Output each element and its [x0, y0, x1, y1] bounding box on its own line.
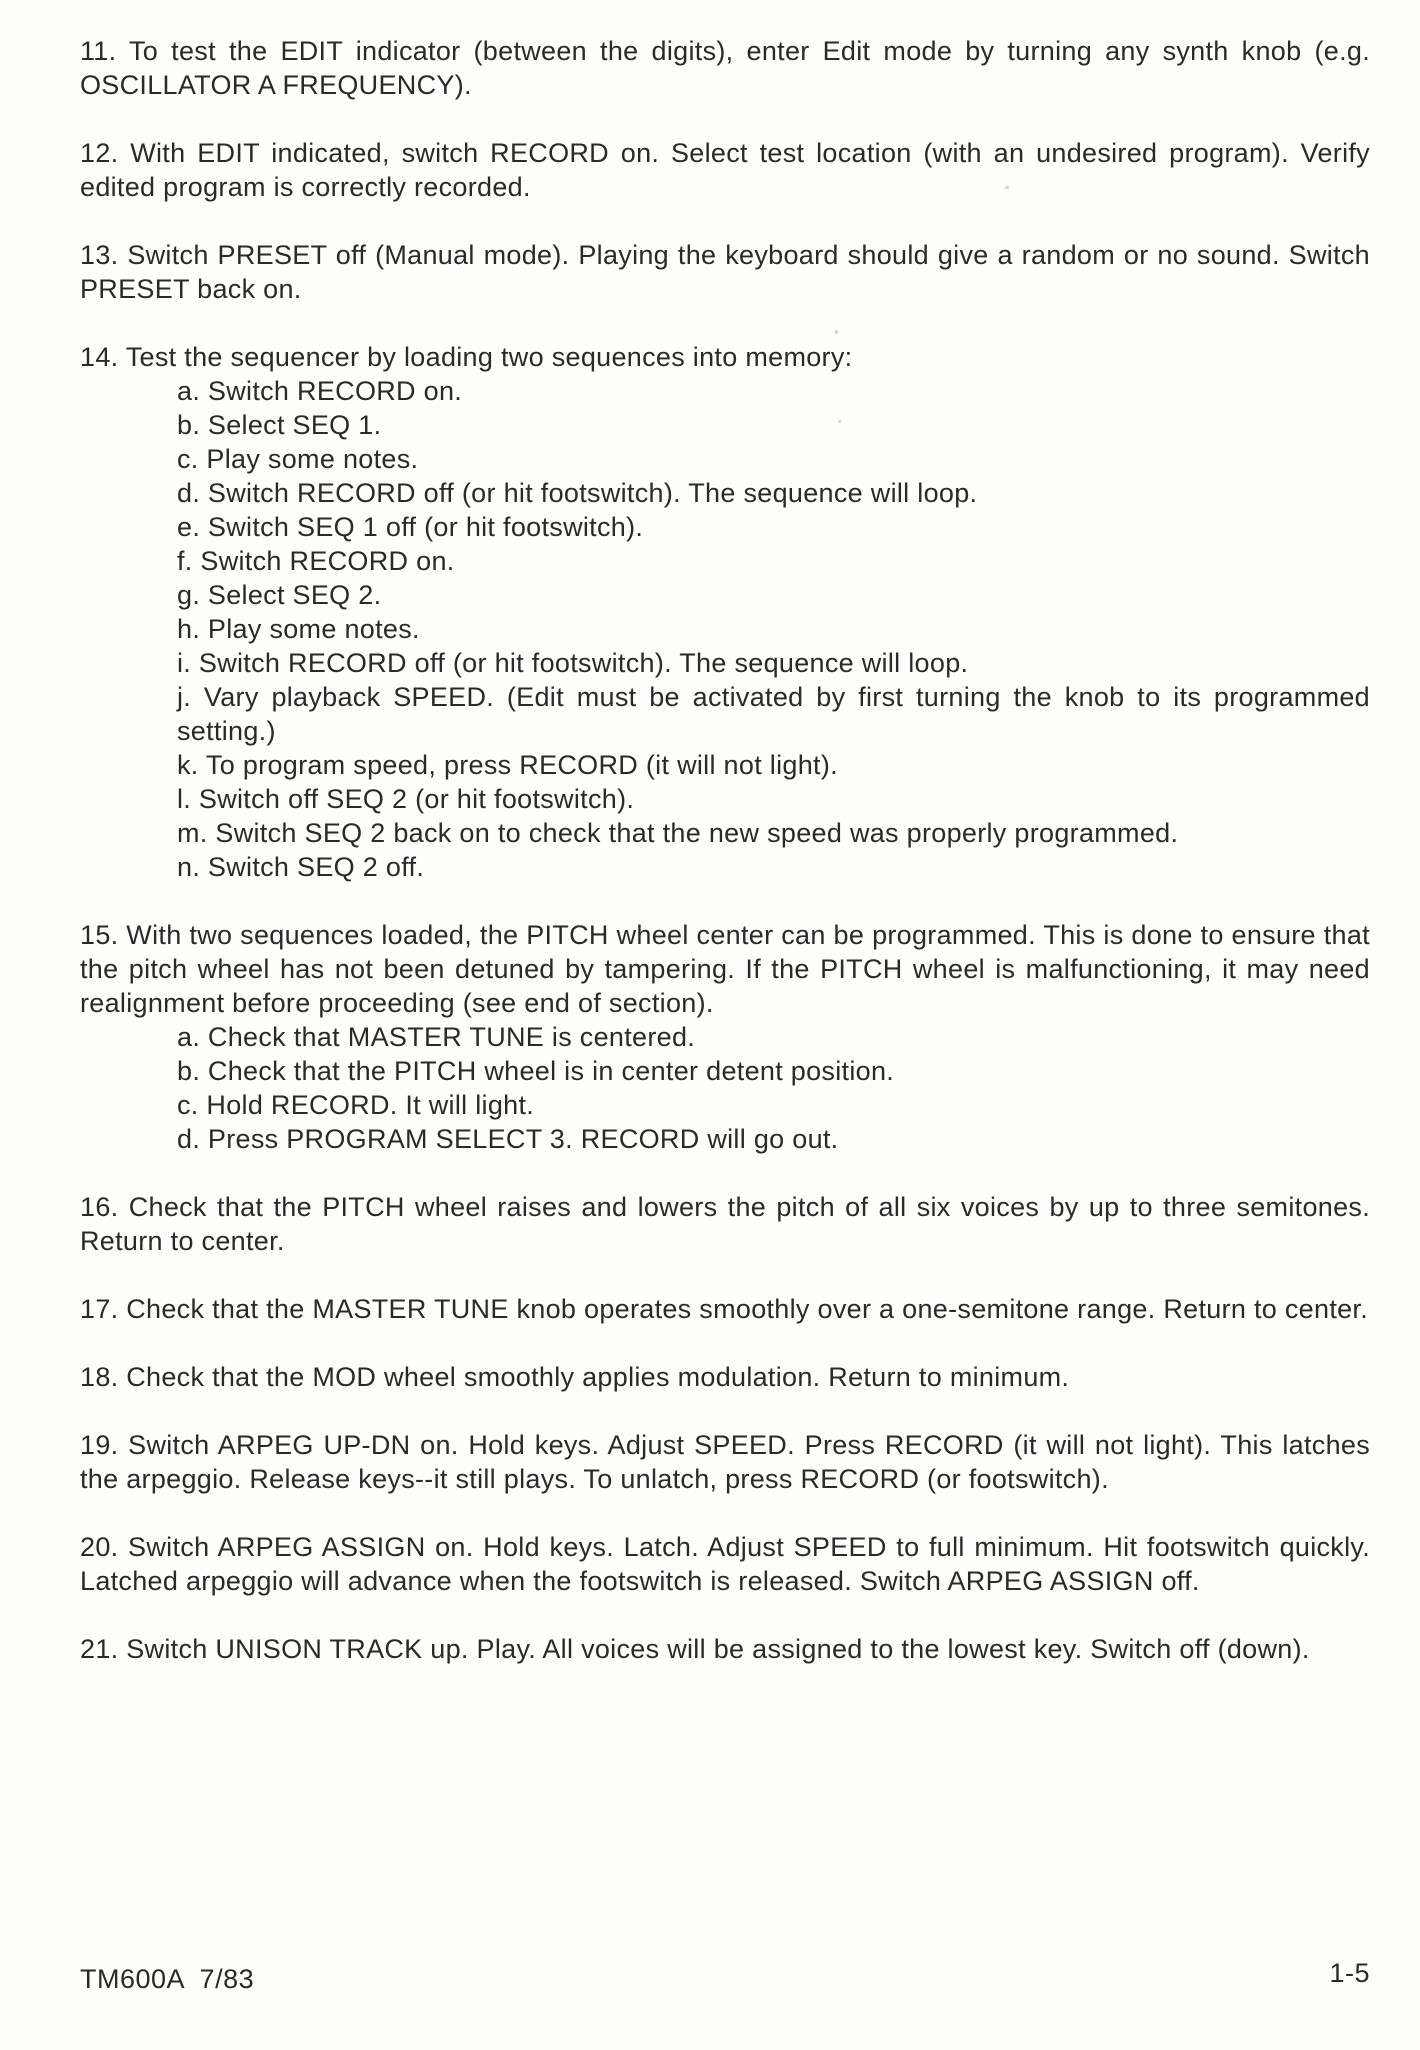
step-20: 20. Switch ARPEG ASSIGN on. Hold keys. Latch. Adjust SPEED to full minimum. Hit footswitch quickly. Latched arpeggio will advance when the footswitch is released. Switch ARPEG ASSIGN off. [80, 1532, 1370, 1596]
step-13: 13. Switch PRESET off (Manual mode). Playing the keyboard should give a random or no sound. Switch PRESET back on. [80, 240, 1370, 304]
step-14-substeps [80, 374, 1370, 884]
step-14: 14. Test the sequencer by loading two sequences into memory: [80, 342, 853, 372]
step-15-substep-b: b. Check that the PITCH wheel is in center detent position. [177, 1056, 895, 1086]
step-14-substep-n: n. Switch SEQ 2 off. [177, 852, 425, 882]
step-15-substep-c: c. Hold RECORD. It will light. [177, 1090, 535, 1120]
step-17: 17. Check that the MASTER TUNE knob operates smoothly over a one-semitone range. Return to center. [80, 1294, 1369, 1324]
step-14-substep-e: e. Switch SEQ 1 off (or hit footswitch). [177, 512, 644, 542]
step-18: 18. Check that the MOD wheel smoothly applies modulation. Return to minimum. [80, 1362, 1070, 1392]
step-15-substep-a: a. Check that MASTER TUNE is centered. [177, 1022, 696, 1052]
step-14-substep-j: j. Vary playback SPEED. (Edit must be activated by first turning the knob to its programmed setting.) [177, 682, 1370, 746]
step-14-substep-i: i. Switch RECORD off (or hit footswitch). The sequence will loop. [177, 648, 969, 678]
step-14-substep-m: m. Switch SEQ 2 back on to check that the new speed was properly programmed. [177, 818, 1179, 848]
step-14-substep-a: a. Switch RECORD on. [177, 376, 463, 406]
document-id: TM600A 7/83 [80, 1964, 255, 1994]
page-number: 1-5 [1329, 1958, 1370, 1988]
step-11: 11. To test the EDIT indicator (between the digits), enter Edit mode by turning any synth knob (e.g. OSCILLATOR A FREQUENCY). [80, 36, 1370, 100]
step-14-substep-h: h. Play some notes. [177, 614, 420, 644]
step-14-substep-c: c. Play some notes. [177, 444, 419, 474]
scan-speck [1005, 186, 1009, 189]
step-14-substep-l: l. Switch off SEQ 2 (or hit footswitch). [177, 784, 635, 814]
step-14-substep-d: d. Switch RECORD off (or hit footswitch). The sequence will loop. [177, 478, 978, 508]
step-14-substep-b: b. Select SEQ 1. [177, 410, 382, 440]
step-16: 16. Check that the PITCH wheel raises and lowers the pitch of all six voices by up to three semitones. Return to center. [80, 1192, 1370, 1256]
step-19: 19. Switch ARPEG UP-DN on. Hold keys. Adjust SPEED. Press RECORD (it will not light). This latches the arpeggio. Release keys--it still plays. To unlatch, press RECORD (or footswitch). [80, 1430, 1370, 1494]
step-14-substep-f: f. Switch RECORD on. [177, 546, 455, 576]
scan-speck [835, 330, 838, 334]
step-15-substeps [80, 1020, 1370, 1156]
step-12: 12. With EDIT indicated, switch RECORD on. Select test location (with an undesired program). Verify edited program is correctly recorded. [80, 138, 1370, 202]
step-14-substep-g: g. Select SEQ 2. [177, 580, 382, 610]
scan-speck [838, 420, 841, 423]
step-14-substep-k: k. To program speed, press RECORD (it will not light). [177, 750, 838, 780]
instruction-list [80, 34, 1370, 1700]
step-21: 21. Switch UNISON TRACK up. Play. All voices will be assigned to the lowest key. Switch off (down). [80, 1634, 1310, 1664]
step-15: 15. With two sequences loaded, the PITCH wheel center can be programmed. This is done to ensure that the pitch wheel has not been detuned by tampering. If the PITCH wheel is malfunctioning, it may need realignment before proceeding (see end of section). [80, 920, 1370, 1018]
step-15-substep-d: d. Press PROGRAM SELECT 3. RECORD will go out. [177, 1124, 839, 1154]
